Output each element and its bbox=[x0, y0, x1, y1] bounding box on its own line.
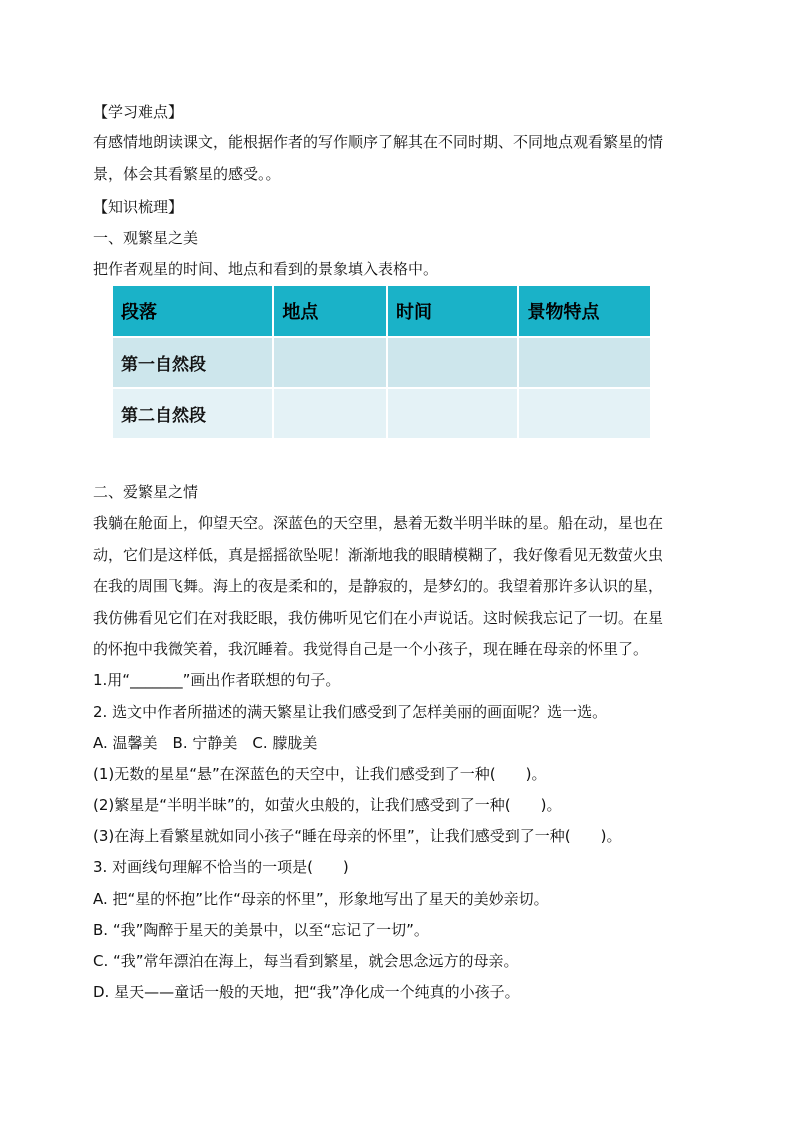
question-2: 2. 选文中作者所描述的满天繁星让我们感受到了怎样美丽的画面呢？选一选。 bbox=[93, 703, 608, 721]
difficulty-paragraph bbox=[93, 127, 703, 190]
table-cell-location[interactable] bbox=[274, 389, 386, 438]
passage-line: 在我的周围飞舞。海上的夜是柔和的，是静寂的，是梦幻的。我望着那许多认识的星， bbox=[93, 577, 664, 595]
heading-knowledge: 【知识梳理】 bbox=[93, 198, 184, 216]
passage-line: 我躺在舱面上，仰望天空。深蓝色的天空里，悬着无数半明半昧的星。船在动，星也在 bbox=[93, 514, 664, 532]
table-cell-time[interactable] bbox=[388, 389, 518, 438]
passage-line: 动，它们是这样低，真是摇摇欲坠呢！渐渐地我的眼睛模糊了，我好像看见无数萤火虫 bbox=[93, 545, 664, 564]
table-cell-paragraph: 第二自然段 bbox=[113, 389, 272, 438]
question-2-options: A. 温馨美 B. 宁静美 C. 朦胧美 bbox=[93, 734, 318, 752]
question-2-item: (2)繁星是“半明半昧”的，如萤火虫般的，让我们感受到了一种( )。 bbox=[93, 796, 562, 814]
table-cell-scenery[interactable] bbox=[519, 389, 650, 438]
passage-line: 我仿佛看见它们在对我眨眼，我仿佛听见它们在小声说话。这时候我忘记了一切。在星 bbox=[93, 608, 664, 627]
question-3: 3. 对画线句理解不恰当的一项是( ) bbox=[93, 858, 349, 876]
table-cell-time[interactable] bbox=[388, 338, 518, 387]
passage-line: 的怀抱中我微笑着，我沉睡着。我觉得自己是一个小孩子，现在睡在母亲的怀里了。 bbox=[93, 640, 649, 658]
section1-instruction: 把作者观星的时间、地点和看到的景象填入表格中。 bbox=[93, 260, 439, 278]
question-2-item: (1)无数的星星“悬”在深蓝色的天空中，让我们感受到了一种( )。 bbox=[93, 765, 547, 783]
table-row bbox=[113, 338, 650, 387]
table-row bbox=[113, 389, 650, 438]
passage bbox=[93, 508, 703, 666]
observation-table bbox=[111, 284, 652, 440]
question-3-option: C. “我”常年漂泊在海上，每当看到繁星，就会思念远方的母亲。 bbox=[93, 952, 519, 970]
table-header-cell: 地点 bbox=[274, 286, 386, 336]
table-header-cell: 段落 bbox=[113, 286, 272, 336]
difficulty-line: 景，体会其看繁星的感受。。 bbox=[93, 164, 281, 183]
question-3-option: A. 把“星的怀抱”比作“母亲的怀里”，形象地写出了星天的美妙亲切。 bbox=[93, 890, 549, 908]
table-cell-scenery[interactable] bbox=[519, 338, 650, 387]
question-1: 1.用“_______”画出作者联想的句子。 bbox=[93, 671, 341, 689]
table-cell-paragraph: 第一自然段 bbox=[113, 338, 272, 387]
question-2-item: (3)在海上看繁星就如同小孩子“睡在母亲的怀里”，让我们感受到了一种( )。 bbox=[93, 827, 622, 845]
table-header-cell: 时间 bbox=[388, 286, 518, 336]
table-cell-location[interactable] bbox=[274, 338, 386, 387]
section1-title: 一、观繁星之美 bbox=[93, 229, 199, 247]
section2-title: 二、爱繁星之情 bbox=[93, 483, 199, 501]
question-3-option: D. 星天——童话一般的天地，把“我”净化成一个纯真的小孩子。 bbox=[93, 983, 520, 1001]
heading-difficulty: 【学习难点】 bbox=[93, 103, 184, 121]
question-3-option: B. “我”陶醉于星天的美景中，以至“忘记了一切”。 bbox=[93, 921, 429, 939]
table-header-row bbox=[113, 286, 650, 336]
table-header-cell: 景物特点 bbox=[519, 286, 650, 336]
difficulty-line: 有感情地朗读课文，能根据作者的写作顺序了解其在不同时期、不同地点观看繁星的情 bbox=[93, 133, 664, 151]
